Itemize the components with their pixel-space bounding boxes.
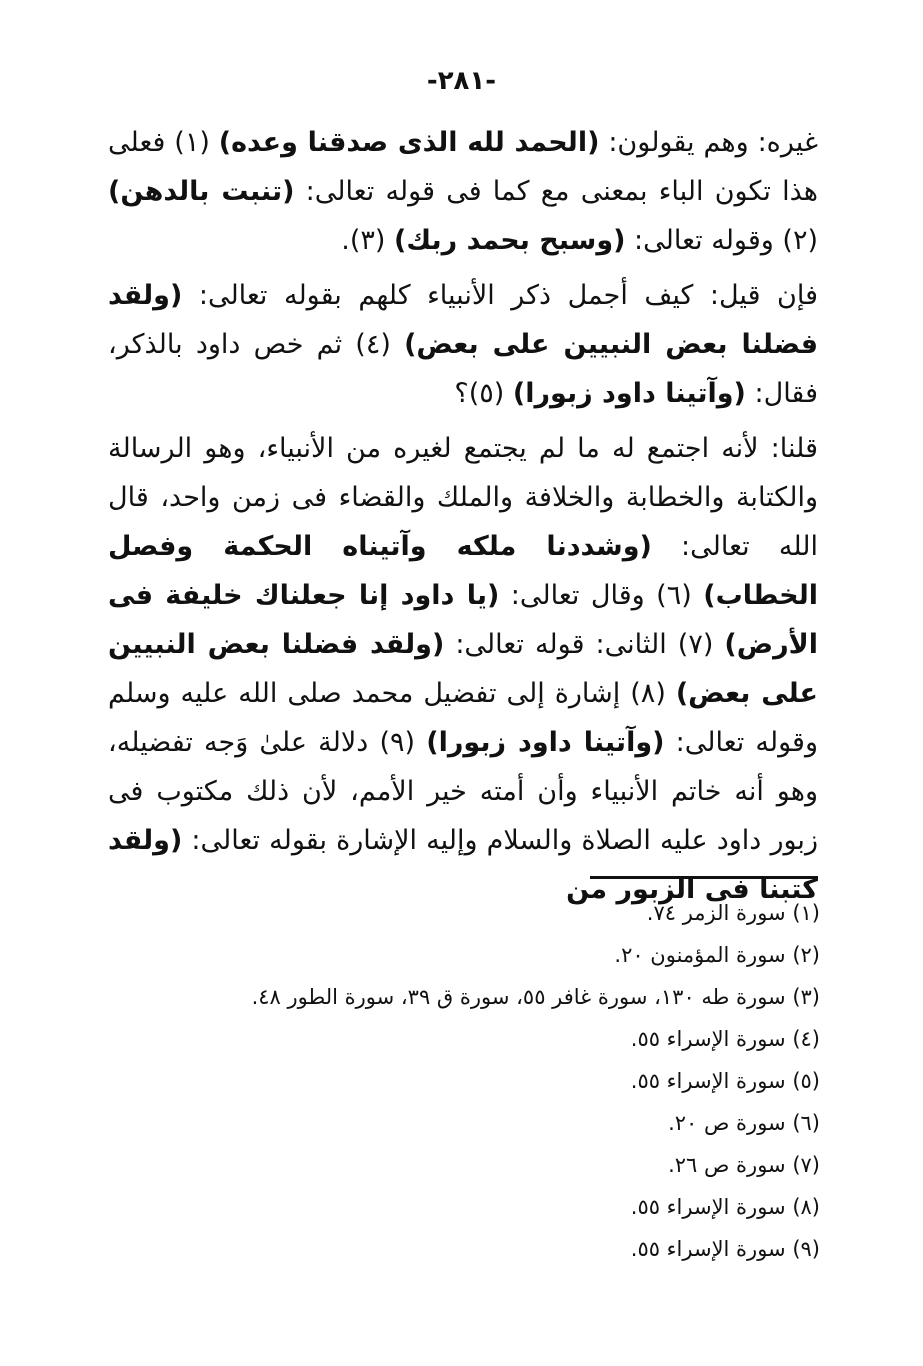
text-run: (٥)؟ (454, 378, 513, 409)
quran-quote: (ولقد كتبنا فى الزبور من (108, 825, 818, 905)
text-run: (٤) ثم خص داود بالذكر، فقال: (108, 329, 818, 409)
text-run: (٧) الثانى: قوله تعالى: (444, 629, 725, 660)
quran-quote: (وآتينا داود زبورا) (426, 727, 665, 758)
text-run: (١) فعلى هذا تكون الباء بمعنى مع كما فى قوله تعالى: (108, 127, 818, 207)
quran-quote: (وشددنا ملكه وآتيناه الحكمة وفصل الخطاب) (108, 531, 818, 611)
quran-quote: (تنبت بالدهن) (108, 176, 295, 207)
quran-quote: (وآتينا داود زبورا) (512, 378, 746, 409)
footnote: (٥) سورة الإسراء ٥٥. (630, 1069, 820, 1093)
footnote: (٢) سورة المؤمنون ٢٠. (614, 943, 820, 967)
footnote-divider (590, 876, 818, 879)
quran-quote: (يا داود إنا جعلناك خليفة فى الأرض) (108, 580, 818, 660)
quran-quote: (الحمد لله الذى صدقنا وعده) (218, 127, 600, 158)
footnote: (٤) سورة الإسراء ٥٥. (630, 1027, 820, 1051)
paragraph (108, 271, 818, 418)
text-run: (٦) وقال تعالى: (499, 580, 704, 611)
text-run: فإن قيل: كيف أجمل ذكر الأنبياء كلهم بقوله تعالى: (182, 280, 818, 311)
text-run: (٨) إشارة إلى تفضيل محمد صلى الله عليه وسلم وقوله تعالى: (108, 678, 819, 758)
paragraph (108, 118, 818, 265)
quran-quote: (ولقد فضلنا بعض النبيين على بعض) (108, 280, 818, 360)
text-run: قلنا: لأنه اجتمع له ما لم يجتمع لغيره من الأنبياء، وهو الرسالة والكتابة والخطابة والخلافة والملك والقضاء فى زمن واحد، قال الله تعالى: (108, 433, 818, 562)
quran-quote: (ولقد فضلنا بعض النبيين على بعض) (108, 629, 818, 709)
text-run: غيره: وهم يقولون: (599, 127, 818, 158)
text-run: (٣). (341, 225, 395, 256)
text-run: (٢) وقوله تعالى: (625, 225, 818, 256)
main-text (108, 118, 818, 920)
quran-quote: (وسبح بحمد ربك) (394, 225, 626, 256)
footnote: (٧) سورة ص ٢٦. (668, 1153, 820, 1177)
footnotes-list (140, 892, 820, 1270)
footnote: (٣) سورة طه ١٣٠، سورة غافر ٥٥، سورة ق ٣٩، سورة الطور ٤٨. (251, 985, 820, 1009)
footnote: (٦) سورة ص ٢٠. (668, 1111, 820, 1135)
footnote: (٩) سورة الإسراء ٥٥. (630, 1237, 820, 1261)
page-number: -٢٨١- (426, 66, 497, 96)
footnote: (١) سورة الزمر ٧٤. (646, 901, 820, 925)
text-run: (٩) دلالة علىٰ وَجه تفضيله، وهو أنه خاتم الأنبياء وأن أمته خير الأمم، لأن ذلك مكتوب فى زبور داود عليه الصلاة والسلام وإليه الإشارة بقوله تعالى: (108, 727, 818, 856)
paragraph (108, 424, 818, 914)
footnote: (٨) سورة الإسراء ٥٥. (630, 1195, 820, 1219)
